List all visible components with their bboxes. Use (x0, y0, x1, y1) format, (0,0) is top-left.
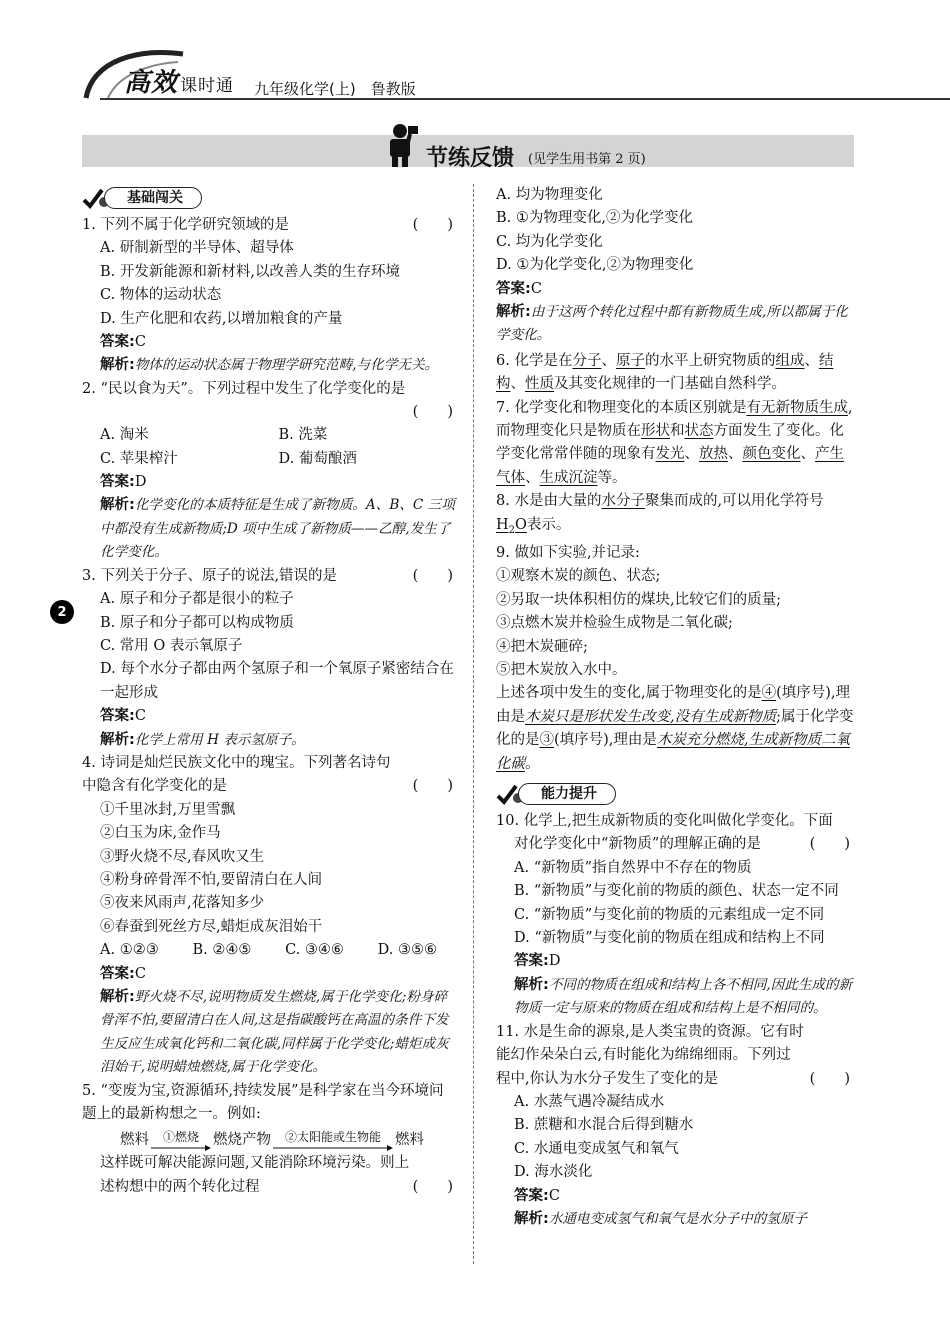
section-title: 能力提升 (518, 783, 616, 805)
left-column (82, 184, 457, 1199)
question-2: 2. “民以食为天”。下列过程中发生了化学变化的是 ( ) A. 淘米 B. 洗菜 C. 苹果榨汁 D. 葡萄酿酒 答案:D 解析:化学变化的本质特征是生成了新物质。A、B、C 三项中都没有生成新物质;D 项中生成了新物质——乙醇,发生了化学变化。 (82, 380, 455, 561)
question-10: 10. 化学上,把生成新物质的变化叫做化学变化。下面 对化学变化中“新物质”的理解正确的是 ( ) A. “新物质”指自然界中不存在的物质 B. “新物质”与变化前的物质的颜色、状态一定不同 C. “新物质”与变化前的物质的元素组成一定不同 D. “新物质”与变化前的物质在组成和结构上不同 答案:D 解析:不同的物质在组成和结构上各不相同,因此生成的新物质一定与原来的物质在组成和结构上是不相同的。 (496, 813, 853, 1017)
book-subtitle: 九年级化学(上) 鲁教版 (254, 80, 416, 98)
student-icon (386, 122, 422, 168)
right-column (496, 184, 854, 1231)
question-5-options: A. 均为物理变化 B. ①为物理变化,②为化学变化 C. 均为化学变化 D. ①为化学变化,②为物理变化 答案:C 解析:由于这两个转化过程中都有新物质生成,所以都属于化学变化。 (496, 187, 848, 344)
header-rule (100, 98, 950, 100)
question-5: 5. “变废为宝,资源循环,持续发展”是科学家在当今环境问题上的最新构想之一。例如: 燃料 ①燃烧 燃烧产物 ②太阳能或生物能 燃料 这样既可解决能源问题,又能消除环境污染。则上 述构想中的两个转化过程 ( ) (82, 1080, 457, 1200)
question-9: 9. 做如下实验,并记录: ①观察木炭的颜色、状态; ②另取一块体积相仿的煤块,比较它们的质量; ③点燃木炭并检验生成物是二氧化碳; ④把木炭砸碎; ⑤把木炭放入水中。 上述各项中发生的变化,属于物理变化的是④(填序号),理由是木炭只是形状发生改变,没有生成新物质;属于化学变化的是③(填序号),理由是木炭充分燃烧,生成新物质二氧化碳。 (496, 544, 854, 772)
fuel-cycle-diagram: 燃料 ①燃烧 燃烧产物 ②太阳能或生物能 燃料 (82, 1126, 457, 1152)
section-header-advanced (496, 780, 854, 808)
question-3: 3. 下列关于分子、原子的说法,错误的是 ( ) A. 原子和分子都是很小的粒子 B. 原子和分子都可以构成物质 C. 常用 O 表示氧原子 D. 每个水分子都由两个氢原子和一个氧原子紧密结合在一起形成 答案:C 解析:化学上常用 H 表示氢原子。 (82, 567, 454, 748)
section-header-basic (82, 184, 457, 212)
column-divider (473, 184, 474, 1264)
brand-logo: 高效 课时通 (124, 68, 235, 98)
question-7: 7. 化学变化和物理变化的本质区别就是有无新物质生成,而物理变化只是物质在形状和状态方面发生了变化。化学变化常常伴随的现象有发光、放热、颜色变化、产生气体、生成沉淀等。 (496, 399, 853, 486)
question-1: 1. 下列不属于化学研究领域的是 ( ) A. 研制新型的半导体、超导体 B. 开发新能源和新材料,以改善人类的生存环境 C. 物体的运动状态 D. 生产化肥和农药,以增加粮食的产量 答案:C 解析:物体的运动状态属于物理学研究范畴,与化学无关。 (82, 217, 453, 374)
page-header (0, 0, 950, 120)
question-6: 6. 化学是在分子、原子的水平上研究物质的组成、结构、性质及其变化规律的一门基础自然科学。 (496, 352, 834, 393)
question-11: 11. 水是生命的源泉,是人类宝贵的资源。它有时能幻作朵朵白云,有时能化为绵绵细雨。下列过程中,你认为水分子发生了变化的是 ( ) A. 水蒸气遇冷凝结成水 B. 蔗糖和水混合后得到糖水 C. 水通电变成氢气和氧气 D. 海水淡化 答案:C 解析:水通电变成氢气和氧气是水分子中的氢原子 (496, 1023, 850, 1227)
section-title: 基础闯关 (104, 187, 202, 209)
question-8: 8. 水是由大量的水分子聚集而成的,可以用化学符号 $H_2O$表示。 (496, 493, 824, 536)
question-4: 4. 诗词是灿烂民族文化中的瑰宝。下列著名诗句中隐含有化学变化的是 ( ) ①千里冰封,万里雪飘 ②白玉为床,金作马 ③野火烧不尽,春风吹又生 ④粉身碎骨浑不怕,要留清白在人间 ⑤夜来风雨声,花落知多少 ⑥春蚕到死丝方尽,蜡炬成灰泪始干 A. ①②③ B. ②④⑤ C. ③④⑥ D. ③⑤⑥ 答案:C 解析:野火烧不尽,说明物质发生燃烧,属于化学变化;粉身碎骨浑不怕,要留清白在人间,这是指碳酸钙在高温的条件下发生反应生成氧化钙和二氧化碳,同样属于化学变化;蜡炬成灰泪始干,说明蜡烛燃烧,属于化学变化。 (82, 754, 453, 1076)
banner-note: (见学生用书第 2 页) (528, 152, 646, 167)
banner-title: 节练反馈 (426, 146, 515, 171)
page-number: 2 (50, 600, 74, 624)
